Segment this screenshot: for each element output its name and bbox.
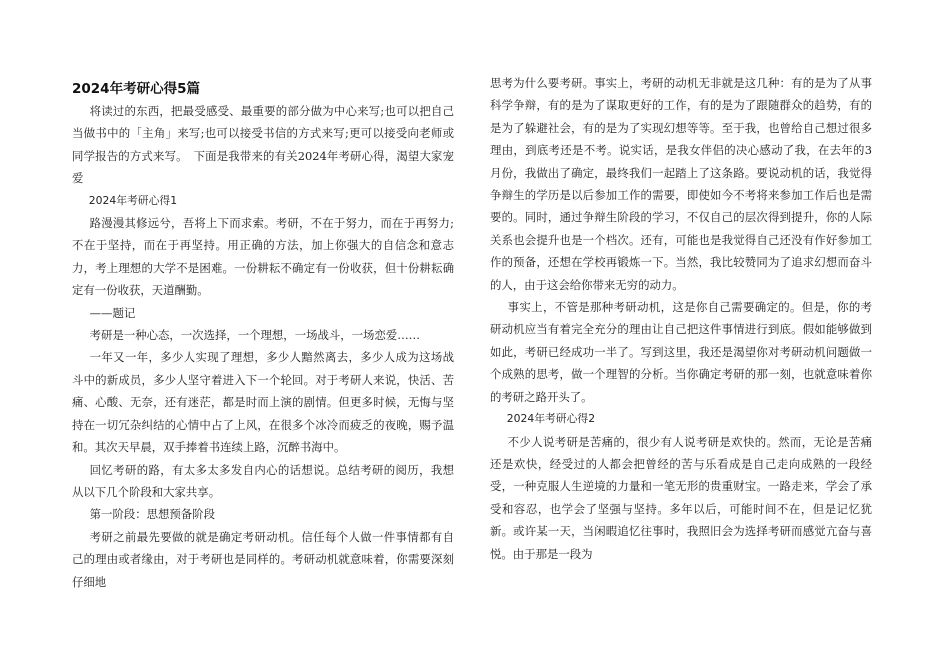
paragraph: 将读过的东西，把最受感受、最重要的部分做为中心来写;也可以把自己当做书中的「主角」来写;也可以接受书信的方式来写;更可以接受向老师或同学报告的方式来写。 下面是我带来的有关2024年考研心得，渴望大家宠爱 — [72, 104, 454, 186]
left-column — [72, 72, 454, 593]
right-column — [490, 72, 872, 565]
right-column-body — [490, 72, 872, 565]
paragraph: 回忆考研的路，有太多太多发自内心的话想说。总结考研的阅历，我想从以下几个阶段和大家共享。 — [72, 462, 454, 499]
paragraph: 事实上，不管是那种考研动机，这是你自己需要确定的。但是，你的考研动机应当有着完全充分的理由让自己把这件事情进行到底。假如能够做到如此，考研已经成功一半了。写到这里，我还是渴望你对考研动机问题做一个成熟的思考，做一个理智的分析。当你确定考研的那一刻，也就意味着你的考研之路开头了。 — [490, 300, 872, 404]
paragraph: 第一阶段：思想预备阶段 — [89, 507, 215, 522]
left-column-body — [72, 100, 454, 593]
paragraph: 路漫漫其修远兮，吾将上下而求索。考研，不在于努力，而在于再努力;不在于坚持，而在于再坚持。用正确的方法，加上你强大的自信念和意志力，考上理想的大学不是困难。一份耕耘不确定有一份收获，但十份耕耘确定有一份收获，天道酬勤。 — [72, 216, 454, 298]
paragraph: 不少人说考研是苦痛的，很少有人说考研是欢快的。然而，无论是苦痛还是欢快，经受过的人都会把曾经的苦与乐看成是自己走向成熟的一段经受，一种克服人生逆境的力量和一笔无形的贵重财宝。一路走来，学会了承受和容忍，也学会了坚强与坚持。多年以后，可能时间不在，但是记忆犹新。或许某一天，当闲暇追忆往事时，我照旧会为选择考研而感觉亢奋与喜悦。由于那是一段为 — [490, 434, 872, 561]
section-heading: 2024年考研心得1 — [88, 193, 178, 207]
paragraph: 考研之前最先要做的就是确定考研动机。信任每个人做一件事情都有自己的理由或者缘由，对于考研也是同样的。考研动机就意味着，你需要深刻仔细地 — [72, 529, 454, 589]
paragraph: 考研是一种心态，一次选择，一个理想，一场战斗，一场恋爱…… — [89, 328, 420, 343]
section-heading: 2024年考研心得2 — [506, 412, 596, 426]
paragraph: ——题记 — [89, 305, 136, 320]
paragraph: 思考为什么要考研。事实上，考研的动机无非就是这几种：有的是为了从事科学争辩，有的是为了谋取更好的工作，有的是为了跟随群众的趋势，有的是为了躲避社会，有的是为了实现幻想等等。至于我，也曾给自己想过很多理由，到底考还是不考。说实话，是我女伴侣的决心感动了我，在去年的3月份，我做出了确定，最终我们一起踏上了这条路。要说动机的话，我觉得争辩生的学历是以后参加工作的需要，即使如今不考将来参加工作后也是需要的。同时，通过争辩生阶段的学习，不仅自己的层次得到提升，你的人际关系也会提升也是一个档次。还有，可能也是我觉得自己还没有作好参加工作的预备，还想在学校再锻炼一下。当然，我比较赞同为了追求幻想而奋斗的人，由于这会给你带来无穷的动力。 — [490, 76, 872, 292]
document-title: 2024年考研心得5篇 — [72, 81, 200, 97]
paragraph: 一年又一年，多少人实现了理想，多少人黯然离去，多少人成为这场战斗中的新成员，多少人坚守着进入下一个轮回。对于考研人来说，快活、苦痛、心酸、无奈，还有迷茫，都是时而上演的剧情。但更多时候，无悔与坚持在一切冗杂纠结的心情中占了上风，在很多个冰冷而疲乏的夜晚，赐予温和。其次天早晨，双手捧着书连续上路，沉醉书海中。 — [72, 350, 454, 455]
